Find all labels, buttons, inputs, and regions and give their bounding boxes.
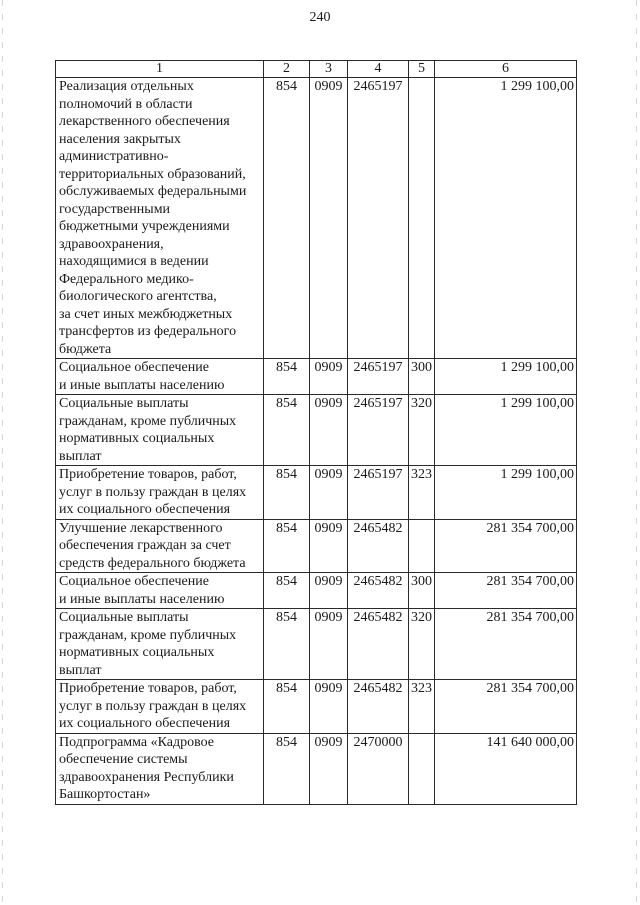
row-name-line: их социального обеспечения <box>59 716 231 731</box>
row-name-cell <box>56 395 264 466</box>
page-number: 240 <box>309 10 331 25</box>
row-name-line: услуг в пользу граждан в целях <box>59 698 247 714</box>
row-name-line: Социальные выплаты <box>59 396 189 411</box>
expense-type-cell: 320 <box>409 609 435 680</box>
admin-code-cell: 854 <box>264 609 310 680</box>
row-name-line: обслуживаемых федеральными <box>59 184 247 199</box>
section-code-cell: 0909 <box>310 573 348 609</box>
row-name-cell <box>56 78 264 359</box>
expense-type-cell <box>409 78 435 359</box>
row-name-line: нормативных социальных <box>59 645 215 660</box>
amount-cell: 281 354 700,00 <box>435 573 577 609</box>
amount-cell: 1 299 100,00 <box>435 359 577 395</box>
target-item-cell: 2465197 <box>348 359 409 395</box>
column-header: 2 <box>264 61 310 78</box>
table-row <box>56 680 577 734</box>
section-code-cell: 0909 <box>310 395 348 466</box>
row-name-line: гражданам, кроме публичных <box>59 627 237 643</box>
amount-cell: 1 299 100,00 <box>435 78 577 359</box>
section-code-cell: 0909 <box>310 466 348 520</box>
admin-code-cell: 854 <box>264 573 310 609</box>
target-item-cell: 2465197 <box>348 466 409 520</box>
row-name-line: трансфертов из федерального <box>59 324 237 339</box>
row-name-line: гражданам, кроме публичных <box>59 413 237 429</box>
row-name-line: биологического агентства, <box>59 289 217 304</box>
row-name-line: здравоохранения Республики <box>59 769 234 785</box>
admin-code-cell: 854 <box>264 359 310 395</box>
expense-type-cell: 300 <box>409 359 435 395</box>
row-name-line: государственными <box>59 201 171 217</box>
row-name-line: Подпрограмма «Кадровое <box>59 734 215 750</box>
expense-type-cell <box>409 733 435 804</box>
amount-cell: 141 640 000,00 <box>435 733 577 804</box>
row-name-line: Улучшение лекарственного <box>59 520 223 536</box>
row-name-line: Социальные выплаты <box>59 610 189 625</box>
row-name-line: и иные выплаты населению <box>59 377 225 393</box>
row-name-cell <box>56 466 264 520</box>
column-header: 1 <box>56 61 264 78</box>
row-name-line: Башкортостан» <box>59 787 151 802</box>
expense-type-cell: 323 <box>409 680 435 734</box>
column-header: 6 <box>435 61 577 78</box>
row-name-cell <box>56 733 264 804</box>
row-name-line: выплат <box>59 662 102 678</box>
row-name-line: обеспечения граждан за счет <box>59 538 231 553</box>
target-item-cell: 2465197 <box>348 78 409 359</box>
row-name-line: Приобретение товаров, работ, <box>59 467 237 482</box>
scan-edge-right <box>636 0 637 905</box>
section-code-cell: 0909 <box>310 733 348 804</box>
row-name-line: находящимися в ведении <box>59 254 209 269</box>
row-name-line: их социального обеспечения <box>59 502 231 517</box>
admin-code-cell: 854 <box>264 395 310 466</box>
row-name-cell <box>56 609 264 680</box>
table-row <box>56 466 577 520</box>
column-header: 4 <box>348 61 409 78</box>
target-item-cell: 2470000 <box>348 733 409 804</box>
table-row <box>56 609 577 680</box>
target-item-cell: 2465482 <box>348 519 409 573</box>
table-row <box>56 359 577 395</box>
expense-type-cell: 320 <box>409 395 435 466</box>
row-name-line: выплат <box>59 448 102 464</box>
row-name-line: бюджетными учреждениями <box>59 219 230 234</box>
row-name-line: полномочий в области <box>59 96 193 112</box>
row-name-line: Приобретение товаров, работ, <box>59 681 237 696</box>
target-item-cell: 2465197 <box>348 395 409 466</box>
table-row <box>56 733 577 804</box>
row-name-cell <box>56 519 264 573</box>
row-name-line: административно- <box>59 149 169 164</box>
row-name-cell <box>56 680 264 734</box>
amount-cell: 281 354 700,00 <box>435 519 577 573</box>
section-code-cell: 0909 <box>310 609 348 680</box>
admin-code-cell: 854 <box>264 680 310 734</box>
row-name-cell <box>56 359 264 395</box>
row-name-line: за счет иных межбюджетных <box>59 306 233 322</box>
admin-code-cell: 854 <box>264 519 310 573</box>
amount-cell: 1 299 100,00 <box>435 466 577 520</box>
budget-table <box>55 60 577 805</box>
header-row <box>56 61 577 78</box>
row-name-line: Социальное обеспечение <box>59 574 209 589</box>
row-name-line: Социальное обеспечение <box>59 360 209 375</box>
expense-type-cell: 323 <box>409 466 435 520</box>
admin-code-cell: 854 <box>264 466 310 520</box>
column-header: 3 <box>310 61 348 78</box>
row-name-line: здравоохранения, <box>59 236 164 252</box>
table-row <box>56 395 577 466</box>
row-name-line: средств федерального бюджета <box>59 555 246 571</box>
column-header: 5 <box>409 61 435 78</box>
section-code-cell: 0909 <box>310 78 348 359</box>
row-name-line: нормативных социальных <box>59 431 215 446</box>
amount-cell: 281 354 700,00 <box>435 680 577 734</box>
table-row <box>56 78 577 359</box>
row-name-line: Федерального медико- <box>59 271 194 287</box>
amount-cell: 1 299 100,00 <box>435 395 577 466</box>
scan-edge-left <box>2 0 3 905</box>
admin-code-cell: 854 <box>264 78 310 359</box>
target-item-cell: 2465482 <box>348 573 409 609</box>
row-name-line: Реализация отдельных <box>59 79 194 94</box>
section-code-cell: 0909 <box>310 359 348 395</box>
amount-cell: 281 354 700,00 <box>435 609 577 680</box>
expense-type-cell: 300 <box>409 573 435 609</box>
row-name-line: лекарственного обеспечения <box>59 114 230 129</box>
admin-code-cell: 854 <box>264 733 310 804</box>
row-name-line: населения закрытых <box>59 131 181 147</box>
expense-type-cell <box>409 519 435 573</box>
section-code-cell: 0909 <box>310 680 348 734</box>
row-name-cell <box>56 573 264 609</box>
row-name-line: обеспечение системы <box>59 752 188 767</box>
target-item-cell: 2465482 <box>348 680 409 734</box>
table-row <box>56 573 577 609</box>
row-name-line: услуг в пользу граждан в целях <box>59 484 247 500</box>
row-name-line: территориальных образований, <box>59 166 246 182</box>
row-name-line: бюджета <box>59 341 112 357</box>
target-item-cell: 2465482 <box>348 609 409 680</box>
section-code-cell: 0909 <box>310 519 348 573</box>
table-body <box>56 78 577 805</box>
row-name-line: и иные выплаты населению <box>59 591 225 607</box>
table-row <box>56 519 577 573</box>
